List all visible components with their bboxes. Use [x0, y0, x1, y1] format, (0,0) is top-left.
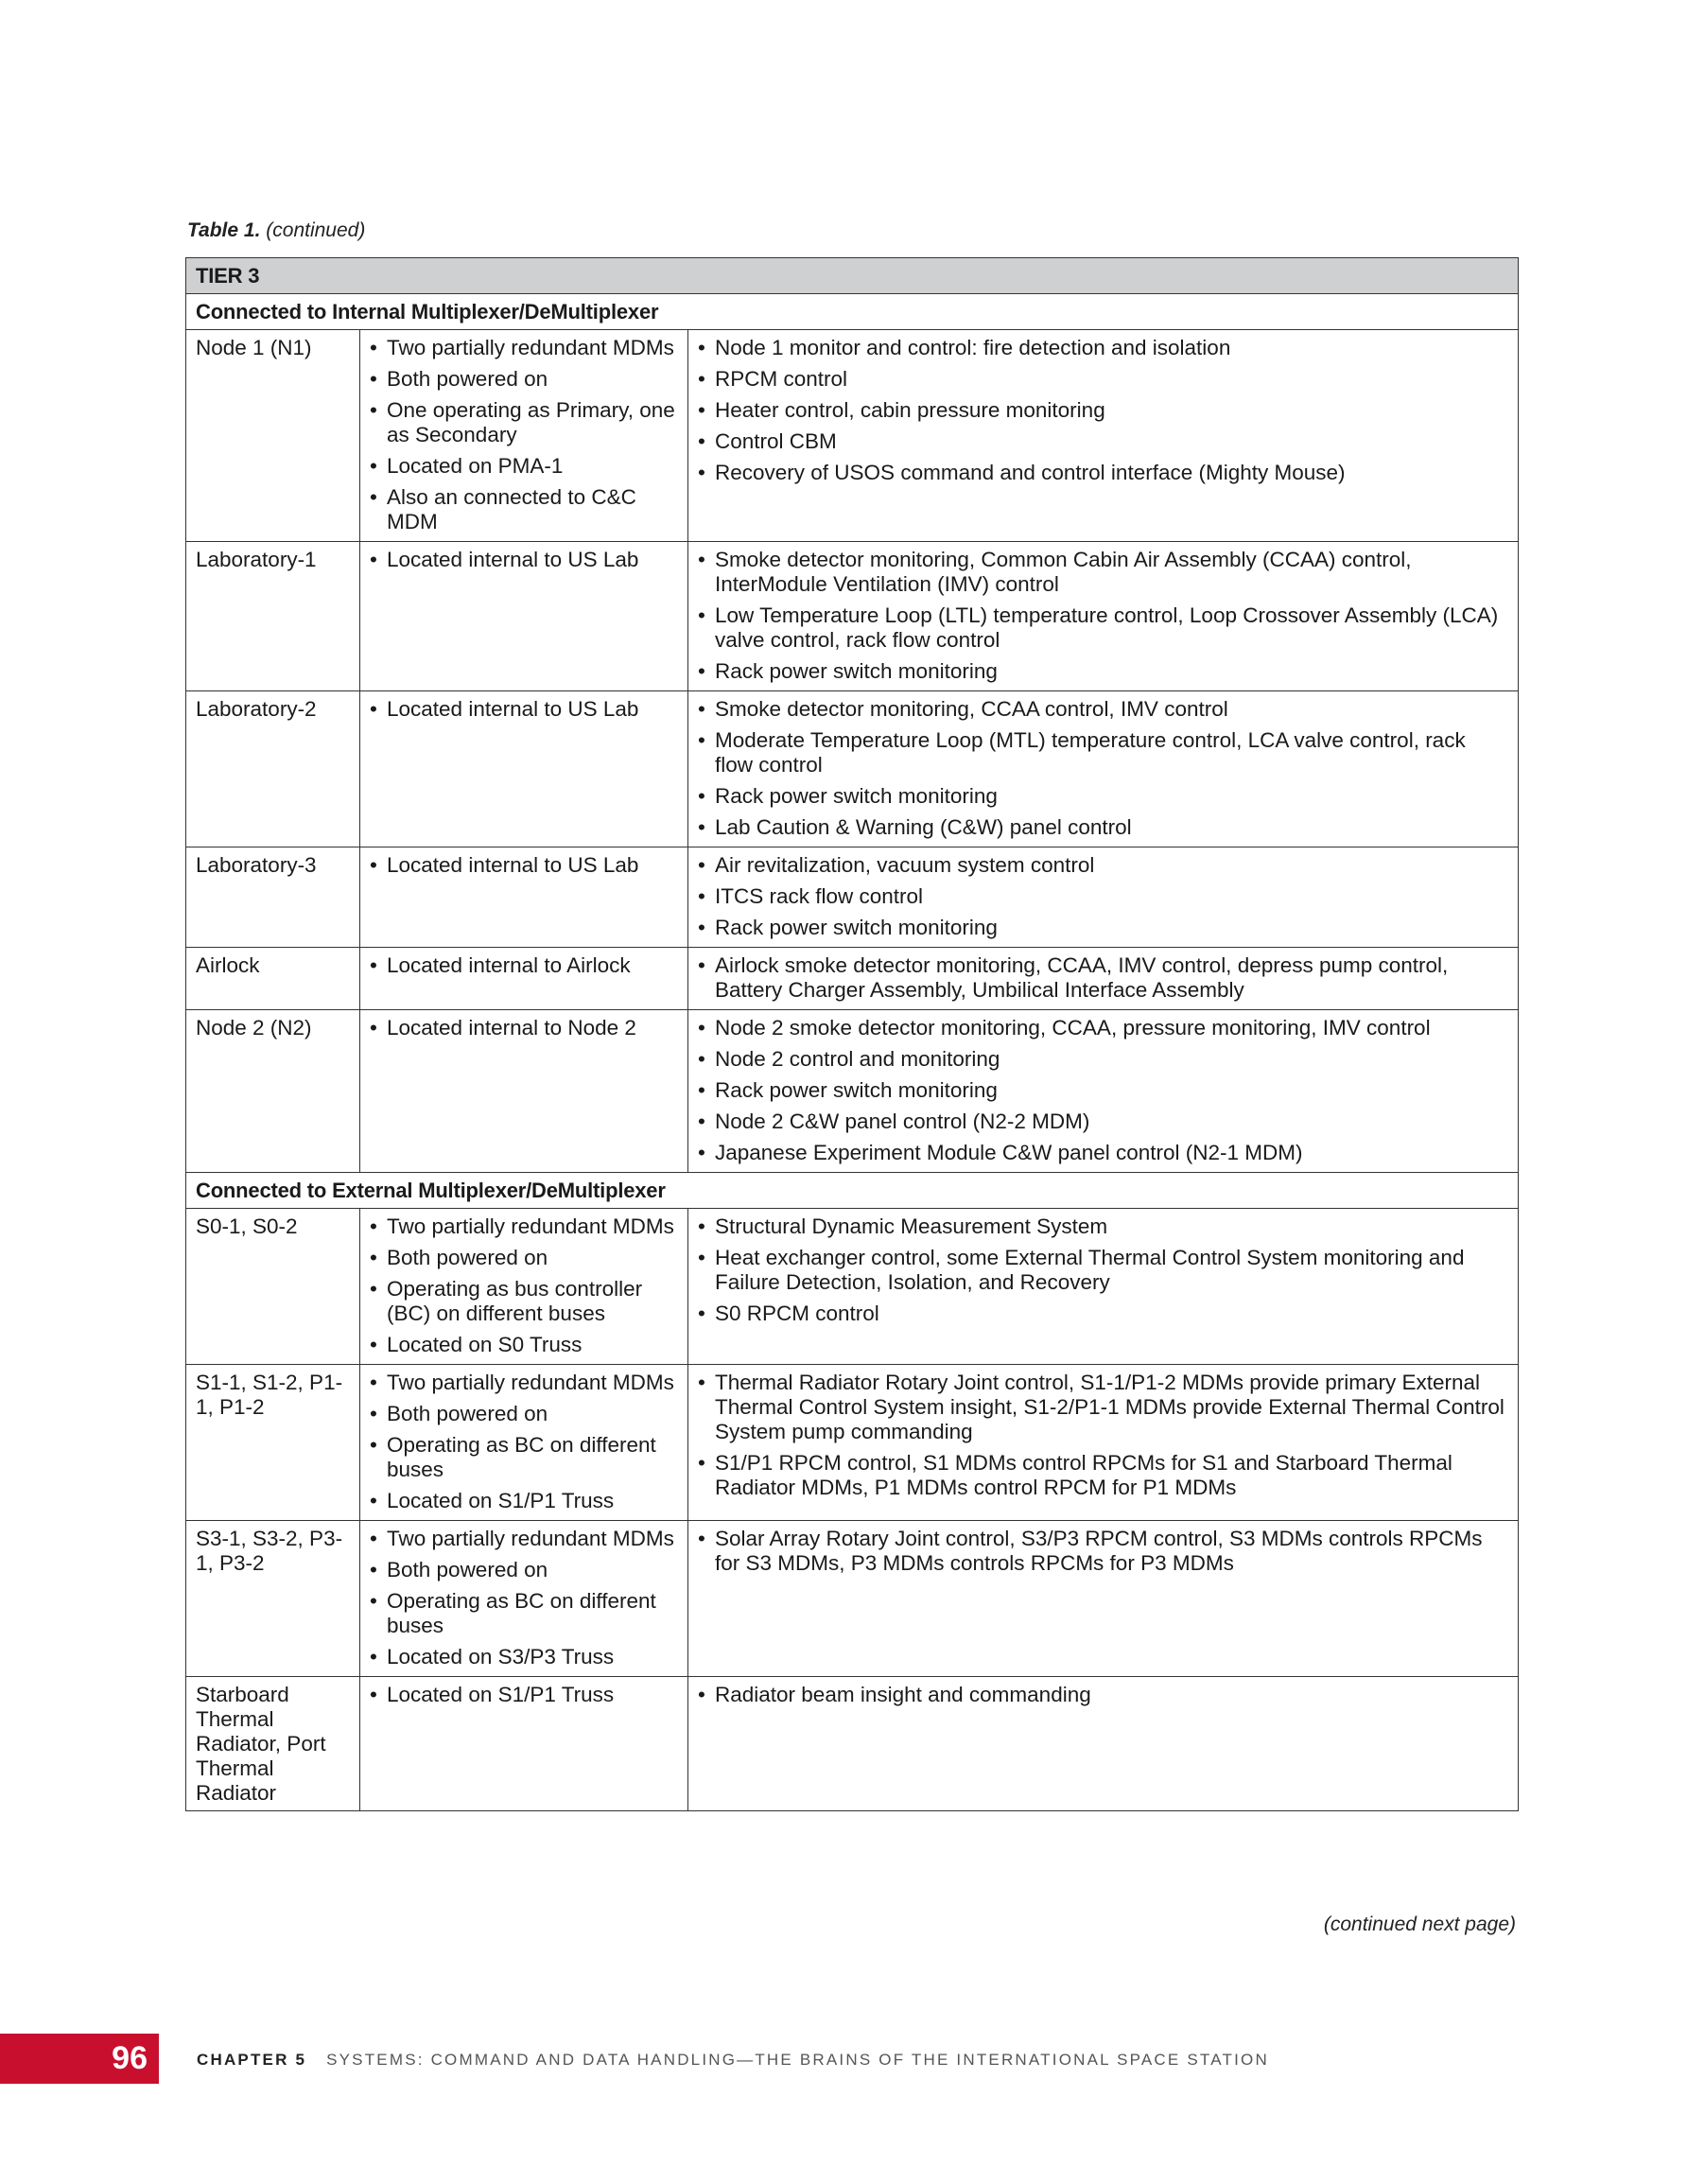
- mdm-config-cell: [360, 847, 688, 948]
- config-list: [370, 1371, 678, 1513]
- functions-list: [698, 336, 1508, 485]
- mdm-name-cell: S3-1, S3-2, P3-1, P3-2: [186, 1521, 360, 1677]
- config-list: [370, 548, 678, 572]
- mdm-config-cell: [360, 948, 688, 1010]
- mdm-config-cell: [360, 1365, 688, 1521]
- section-title: Connected to External Multiplexer/DeMultiplexer: [186, 1173, 1519, 1209]
- list-item: • Control CBM: [698, 429, 1508, 454]
- functions-list: [698, 1371, 1508, 1500]
- list-item: • Radiator beam insight and commanding: [698, 1683, 1508, 1707]
- list-item: • Located internal to US Lab: [370, 548, 678, 572]
- tier-header-row: [186, 258, 1519, 294]
- functions-list: [698, 1214, 1508, 1326]
- table-row: [186, 542, 1519, 691]
- table-row: [186, 1010, 1519, 1173]
- list-item: • Rack power switch monitoring: [698, 916, 1508, 940]
- table-row: [186, 691, 1519, 847]
- config-list: [370, 1683, 678, 1707]
- table-row: [186, 1521, 1519, 1677]
- table-row: [186, 330, 1519, 542]
- list-item: • Airlock smoke detector monitoring, CCAA, IMV control, depress pump control, Battery Charger Assembly, Umbilical Interface Assembly: [698, 953, 1508, 1003]
- mdm-name-cell: Laboratory-3: [186, 847, 360, 948]
- list-item: • Rack power switch monitoring: [698, 1078, 1508, 1103]
- section-header-row: [186, 1173, 1519, 1209]
- list-item: • Also an connected to C&C MDM: [370, 485, 678, 534]
- page-number: 96: [0, 2034, 159, 2084]
- list-item: • Node 2 C&W panel control (N2-2 MDM): [698, 1109, 1508, 1134]
- functions-list: [698, 953, 1508, 1003]
- list-item: • Thermal Radiator Rotary Joint control, S1-1/P1-2 MDMs provide primary External Thermal Control System insight, S1-2/P1-1 MDMs provide External Thermal Control System pump commanding: [698, 1371, 1508, 1444]
- list-item: • Heater control, cabin pressure monitoring: [698, 398, 1508, 423]
- list-item: • Node 2 control and monitoring: [698, 1047, 1508, 1072]
- functions-list: [698, 697, 1508, 840]
- list-item: • Recovery of USOS command and control interface (Mighty Mouse): [698, 461, 1508, 485]
- functions-list: [698, 1683, 1508, 1707]
- list-item: • Located on S3/P3 Truss: [370, 1645, 678, 1669]
- mdm-name-cell: S1-1, S1-2, P1-1, P1-2: [186, 1365, 360, 1521]
- list-item: • Located internal to Node 2: [370, 1016, 678, 1040]
- list-item: • Located on S1/P1 Truss: [370, 1489, 678, 1513]
- mdm-functions-cell: [688, 1010, 1519, 1173]
- functions-list: [698, 548, 1508, 684]
- section-title: Connected to Internal Multiplexer/DeMultiplexer: [186, 294, 1519, 330]
- mdm-name-cell: Node 2 (N2): [186, 1010, 360, 1173]
- table-row: [186, 847, 1519, 948]
- table-caption-suffix: (continued): [266, 219, 366, 241]
- list-item: • Located internal to US Lab: [370, 697, 678, 722]
- list-item: • Solar Array Rotary Joint control, S3/P3 RPCM control, S3 MDMs controls RPCMs for S3 MDMs, P3 MDMs controls RPCMs for P3 MDMs: [698, 1527, 1508, 1576]
- table-caption: [187, 219, 365, 242]
- section-header-row: [186, 294, 1519, 330]
- config-list: [370, 697, 678, 722]
- continued-note: (continued next page): [1323, 1913, 1516, 1935]
- list-item: • Rack power switch monitoring: [698, 659, 1508, 684]
- mdm-name-cell: Node 1 (N1): [186, 330, 360, 542]
- list-item: • Smoke detector monitoring, Common Cabin Air Assembly (CCAA) control, InterModule Ventilation (IMV) control: [698, 548, 1508, 597]
- chapter-title: SYSTEMS: COMMAND AND DATA HANDLING—THE BRAINS OF THE INTERNATIONAL SPACE STATION: [326, 2051, 1269, 2069]
- list-item: • Operating as BC on different buses: [370, 1433, 678, 1482]
- list-item: • Both powered on: [370, 1402, 678, 1426]
- list-item: • Operating as BC on different buses: [370, 1589, 678, 1638]
- mdm-functions-cell: [688, 1677, 1519, 1811]
- mdm-functions-cell: [688, 1521, 1519, 1677]
- mdm-functions-cell: [688, 1209, 1519, 1365]
- list-item: • Located on S1/P1 Truss: [370, 1683, 678, 1707]
- list-item: • Both powered on: [370, 1558, 678, 1582]
- list-item: • Rack power switch monitoring: [698, 784, 1508, 809]
- chapter-label: CHAPTER 5: [197, 2051, 307, 2069]
- mdm-name-cell: Airlock: [186, 948, 360, 1010]
- mdm-config-cell: [360, 1010, 688, 1173]
- list-item: • Two partially redundant MDMs: [370, 1214, 678, 1239]
- table-row: [186, 1209, 1519, 1365]
- list-item: • S1/P1 RPCM control, S1 MDMs control RPCMs for S1 and Starboard Thermal Radiator MDMs, P1 MDMs control RPCM for P1 MDMs: [698, 1451, 1508, 1500]
- mdm-functions-cell: [688, 948, 1519, 1010]
- list-item: • Smoke detector monitoring, CCAA control, IMV control: [698, 697, 1508, 722]
- running-footer: [197, 2051, 1269, 2070]
- list-item: • Low Temperature Loop (LTL) temperature control, Loop Crossover Assembly (LCA) valve control, rack flow control: [698, 603, 1508, 653]
- mdm-tier3-table: [185, 257, 1519, 1811]
- list-item: • Node 1 monitor and control: fire detection and isolation: [698, 336, 1508, 360]
- mdm-config-cell: [360, 1209, 688, 1365]
- mdm-functions-cell: [688, 847, 1519, 948]
- mdm-config-cell: [360, 1521, 688, 1677]
- list-item: • Lab Caution & Warning (C&W) panel control: [698, 815, 1508, 840]
- table-caption-label: Table 1.: [187, 219, 261, 241]
- list-item: • Moderate Temperature Loop (MTL) temperature control, LCA valve control, rack flow control: [698, 728, 1508, 778]
- mdm-config-cell: [360, 1677, 688, 1811]
- list-item: • RPCM control: [698, 367, 1508, 392]
- list-item: • Air revitalization, vacuum system control: [698, 853, 1508, 878]
- mdm-name-cell: S0-1, S0-2: [186, 1209, 360, 1365]
- list-item: • S0 RPCM control: [698, 1302, 1508, 1326]
- mdm-functions-cell: [688, 1365, 1519, 1521]
- mdm-functions-cell: [688, 330, 1519, 542]
- list-item: • Two partially redundant MDMs: [370, 336, 678, 360]
- mdm-functions-cell: [688, 542, 1519, 691]
- config-list: [370, 953, 678, 978]
- mdm-name-cell: Laboratory-1: [186, 542, 360, 691]
- table-row: [186, 948, 1519, 1010]
- list-item: • Located on PMA-1: [370, 454, 678, 479]
- functions-list: [698, 1016, 1508, 1165]
- list-item: • Japanese Experiment Module C&W panel control (N2-1 MDM): [698, 1141, 1508, 1165]
- list-item: • Both powered on: [370, 367, 678, 392]
- functions-list: [698, 853, 1508, 940]
- mdm-functions-cell: [688, 691, 1519, 847]
- list-item: • Located on S0 Truss: [370, 1333, 678, 1357]
- functions-list: [698, 1527, 1508, 1576]
- config-list: [370, 1527, 678, 1669]
- mdm-config-cell: [360, 542, 688, 691]
- config-list: [370, 853, 678, 878]
- config-list: [370, 1016, 678, 1040]
- mdm-name-cell: Starboard Thermal Radiator, Port Thermal Radiator: [186, 1677, 360, 1811]
- table-row: [186, 1365, 1519, 1521]
- mdm-config-cell: [360, 330, 688, 542]
- mdm-name-cell: Laboratory-2: [186, 691, 360, 847]
- list-item: • Heat exchanger control, some External Thermal Control System monitoring and Failure Detection, Isolation, and Recovery: [698, 1246, 1508, 1295]
- tier-header: TIER 3: [186, 258, 1519, 294]
- list-item: • Located internal to US Lab: [370, 853, 678, 878]
- config-list: [370, 336, 678, 534]
- list-item: • Two partially redundant MDMs: [370, 1371, 678, 1395]
- list-item: • Located internal to Airlock: [370, 953, 678, 978]
- list-item: • ITCS rack flow control: [698, 884, 1508, 909]
- mdm-config-cell: [360, 691, 688, 847]
- list-item: • Two partially redundant MDMs: [370, 1527, 678, 1551]
- table-row: [186, 1677, 1519, 1811]
- config-list: [370, 1214, 678, 1357]
- list-item: • Structural Dynamic Measurement System: [698, 1214, 1508, 1239]
- list-item: • One operating as Primary, one as Secondary: [370, 398, 678, 447]
- list-item: • Operating as bus controller (BC) on different buses: [370, 1277, 678, 1326]
- list-item: • Both powered on: [370, 1246, 678, 1270]
- list-item: • Node 2 smoke detector monitoring, CCAA, pressure monitoring, IMV control: [698, 1016, 1508, 1040]
